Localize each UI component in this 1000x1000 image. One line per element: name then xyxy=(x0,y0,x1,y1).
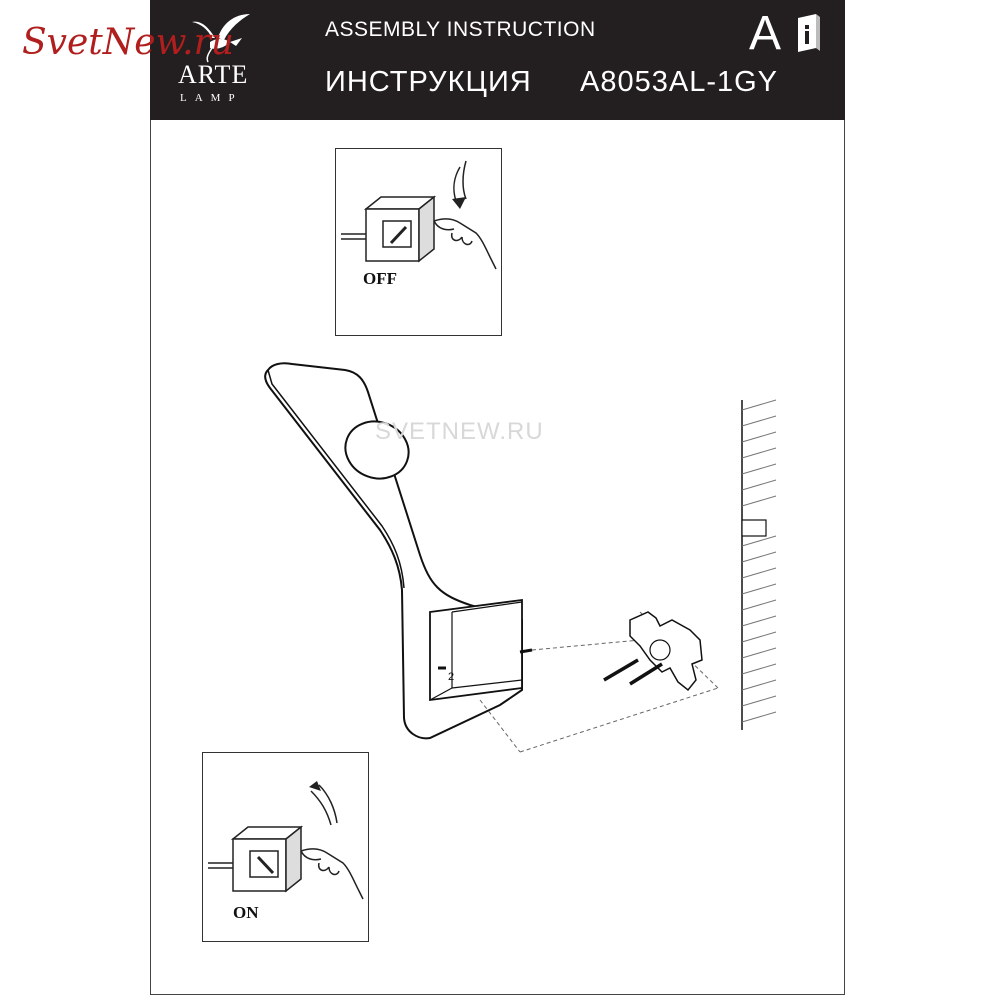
assembly-instruction-title: ASSEMBLY INSTRUCTION xyxy=(325,18,596,41)
power-on-step xyxy=(202,752,369,942)
on-label: ON xyxy=(233,903,259,922)
wall-opening xyxy=(742,520,766,536)
watermark-center: SVETNEW.RU xyxy=(375,418,544,445)
screw-label: 2 xyxy=(448,671,455,683)
wall-screw xyxy=(630,664,662,684)
wall-screw xyxy=(604,660,638,680)
logo-wordmark: ARTE xyxy=(178,60,249,89)
model-number: A8053AL-1GY xyxy=(580,66,779,98)
logo-subtitle: LAMP xyxy=(180,92,243,104)
instruction-title-ru: ИНСТРУКЦИЯ xyxy=(325,66,532,98)
watermark-logo: SvetNew.ru xyxy=(22,22,234,63)
switch-on-illustration xyxy=(203,753,370,943)
off-label: OFF xyxy=(363,269,397,288)
section-letter: A xyxy=(749,7,782,60)
